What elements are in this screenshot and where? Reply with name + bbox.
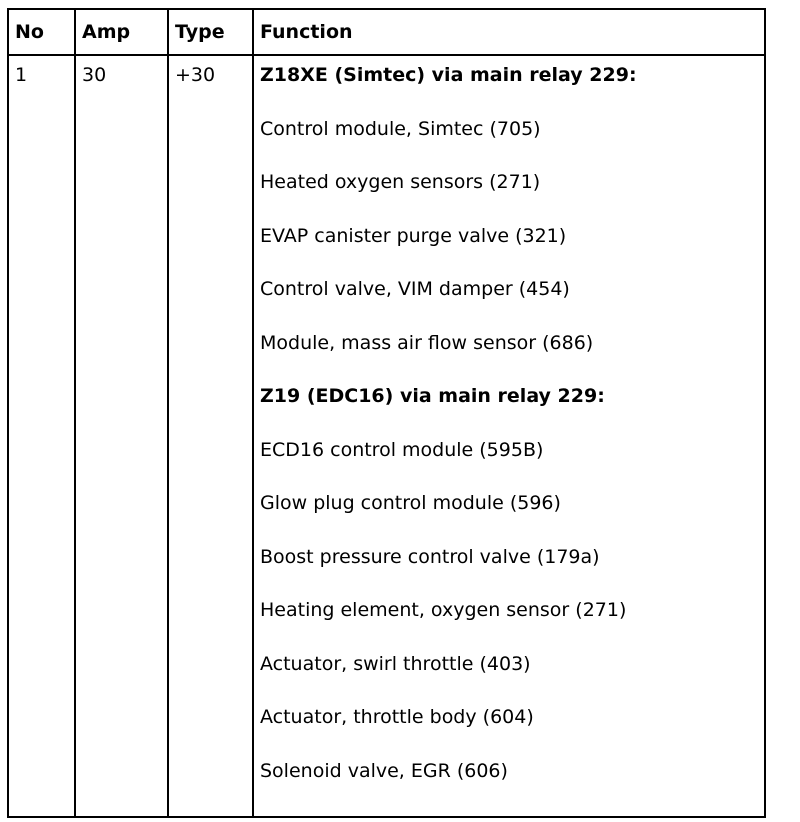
cell-amp <box>75 55 168 817</box>
cell-function <box>253 55 765 817</box>
fuse-number: 1 <box>15 64 28 86</box>
function-item: Solenoid valve, EGR (606) <box>260 759 508 782</box>
fuse-type: +30 <box>175 64 216 86</box>
function-item: Actuator, throttle body (604) <box>260 706 534 728</box>
header-type: Type <box>168 9 253 55</box>
function-item: Heated oxygen sensors (271) <box>260 171 541 193</box>
function-item: Heating element, oxygen sensor (271) <box>260 599 627 621</box>
header-function: Function <box>253 9 765 55</box>
table-row <box>8 55 765 817</box>
function-item: Module, mass air flow sensor (686) <box>260 331 594 354</box>
function-item: Control valve, VIM damper (454) <box>260 278 570 300</box>
header-amp: Amp <box>75 9 168 55</box>
function-group-heading: Z18XE (Simtec) via main relay 229: <box>260 64 637 86</box>
cell-type <box>168 55 253 817</box>
fuse-table <box>7 8 766 818</box>
function-item: ECD16 control module (595B) <box>260 438 544 461</box>
function-item: EVAP canister purge valve (321) <box>260 224 567 247</box>
fuse-amperage: 30 <box>82 64 107 86</box>
function-list <box>260 56 764 811</box>
function-item: Glow plug control module (596) <box>260 492 561 514</box>
function-item: Actuator, swirl throttle (403) <box>260 652 531 675</box>
header-no: No <box>8 9 75 55</box>
function-item: Control module, Simtec (705) <box>260 117 541 140</box>
cell-no <box>8 55 75 817</box>
function-group-heading: Z19 (EDC16) via main relay 229: <box>260 385 605 407</box>
function-item: Boost pressure control valve (179a) <box>260 545 600 568</box>
header-row <box>8 9 765 55</box>
